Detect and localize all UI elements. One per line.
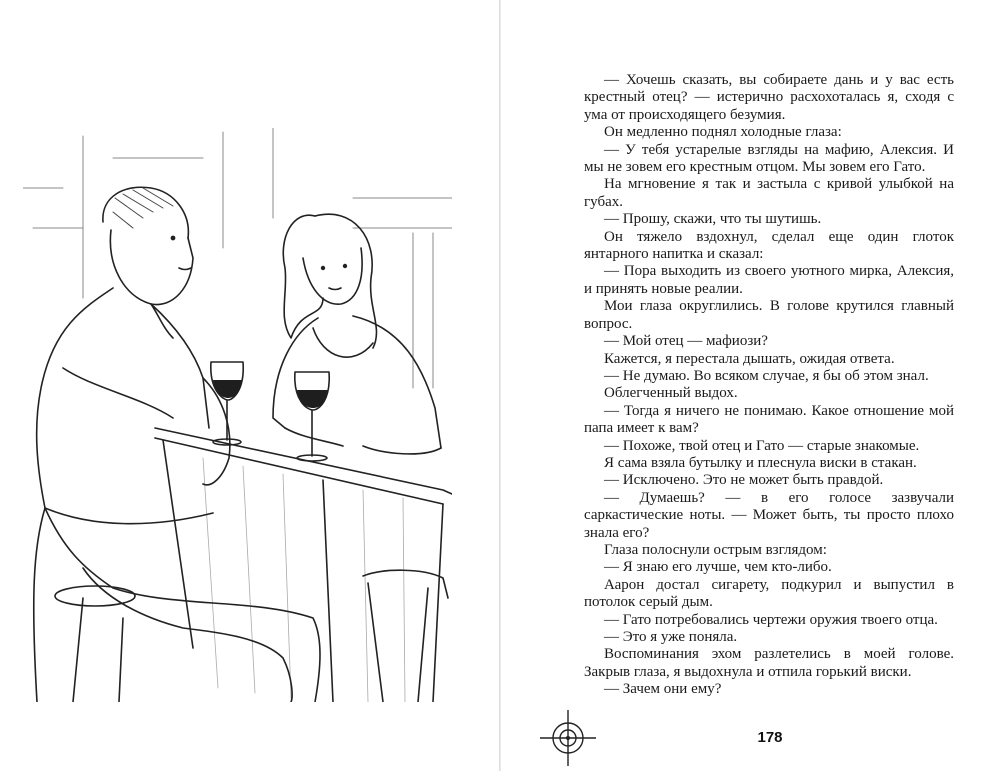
- body-text: [584, 72, 954, 699]
- page-number: 178: [757, 729, 783, 746]
- paragraph: — Это я уже поняла.: [604, 629, 738, 645]
- paragraph: — Мой отец — мафиози?: [604, 333, 768, 350]
- paragraph: На мгновение я так и застыла с кривой улыбкой на губах.: [584, 176, 954, 210]
- paragraph: — Я знаю его лучше, чем кто-либо.: [604, 559, 832, 576]
- paragraph: — Прошу, скажи, что ты шутишь.: [604, 211, 822, 228]
- paragraph: — Гато потребовались чертежи оружия твоего отца.: [604, 611, 938, 628]
- paragraph: Глаза полоснули острым взглядом:: [604, 541, 827, 558]
- paragraph: Мои глаза округлились. В голове крутился главный вопрос.: [584, 298, 954, 332]
- paragraph: Аарон достал сигарету, подкурил и выпустил в потолок серый дым.: [584, 576, 954, 611]
- paragraph: — Зачем они ему?: [604, 681, 722, 698]
- paragraph: — У тебя устарелые взгляды на мафию, Алексия. И мы не зовем его крестным отцом. Мы зовем его Гато.: [584, 141, 954, 176]
- paragraph: Облегченный выдох.: [604, 385, 738, 402]
- paragraph: — Исключено. Это не может быть правдой.: [604, 472, 884, 489]
- paragraph: — Тогда я ничего не понимаю. Какое отношение мой папа имеет к вам?: [584, 402, 954, 437]
- paragraph: Кажется, я перестала дышать, ожидая ответа.: [604, 350, 895, 367]
- paragraph: — Думаешь? — в его голосе зазвучали саркастические ноты. — Может быть, ты просто плохо знала его?: [584, 489, 954, 541]
- paragraph: — Хочешь сказать, вы собираете дань и у вас есть крестный отец? — истерично расхохоталась я, сходя с ума от происходящего безумия.: [584, 72, 954, 123]
- paragraph: — Похоже, твой отец и Гато — старые знакомые.: [604, 437, 920, 454]
- bar-scene-illustration-icon: [23, 128, 452, 702]
- paragraph: Я сама взяла бутылку и плеснула виски в стакан.: [604, 454, 917, 471]
- paragraph: Он медленно поднял холодные глаза:: [604, 124, 842, 141]
- paragraph: Воспоминания эхом разлетелись в моей голове. Закрыв глаза, я выдохнула и отпила горький виски.: [584, 646, 954, 680]
- crosshair-icon: [538, 708, 598, 768]
- paragraph: — Пора выходить из своего уютного мирка, Алексия, и принять новые реалии.: [584, 263, 954, 297]
- paragraph: Он тяжело вздохнул, сделал еще один глоток янтарного напитка и сказал:: [584, 228, 954, 263]
- paragraph: — Не думаю. Во всяком случае, я бы об этом знал.: [604, 367, 929, 384]
